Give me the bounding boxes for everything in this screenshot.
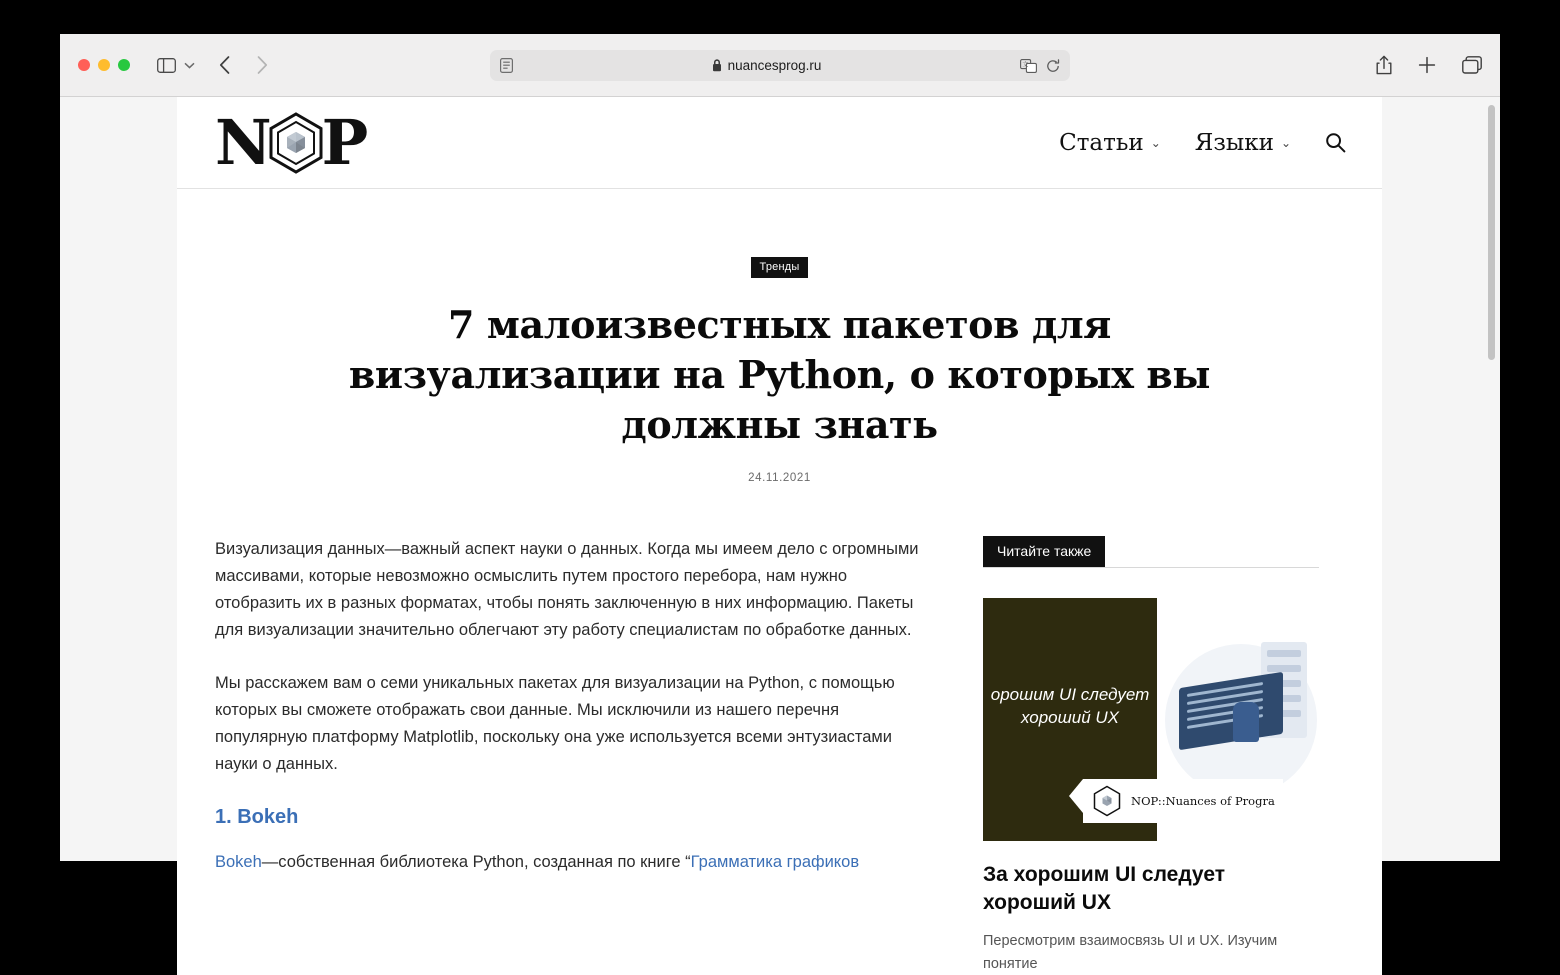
minimize-window-button[interactable]	[98, 59, 110, 71]
related-article-title[interactable]: За хорошим UI следует хороший UX	[983, 863, 1226, 914]
chevron-down-icon[interactable]	[181, 52, 197, 78]
category-badge-wrap	[215, 257, 1344, 278]
page-viewport	[60, 97, 1500, 972]
hexagon-logo-icon	[1091, 785, 1123, 817]
page-gutter-left	[60, 97, 177, 861]
thumbnail-text	[983, 684, 1157, 730]
site-logo[interactable]	[215, 105, 367, 179]
share-icon[interactable]	[1376, 55, 1392, 75]
illustration-person-icon	[1233, 702, 1259, 742]
reload-icon[interactable]	[1046, 59, 1060, 73]
article	[177, 257, 1382, 975]
content-columns	[215, 536, 1344, 975]
related-article-thumbnail[interactable]	[983, 598, 1319, 841]
close-window-button[interactable]	[78, 59, 90, 71]
site-header	[177, 97, 1382, 189]
forward-button[interactable]	[257, 56, 279, 74]
toolbar-right-actions	[1376, 55, 1482, 75]
article-paragraph-2: Мы расскажем вам о семи уникальных пакетах для визуализации на Python, с помощью которых вы сможете отображать свои данные. Мы исключили из нашего перечня популярную платформу Matplotlib, поскольку она уже используется всеми энтузиастами науки о данных.	[215, 674, 895, 773]
page-gutter-right	[1382, 97, 1500, 861]
related-article-excerpt: Пересмотрим взаимосвязь UI и UX. Изучим понятие	[983, 933, 1278, 972]
thumbnail-watermark	[1083, 779, 1283, 823]
reader-view-icon[interactable]	[500, 58, 513, 73]
tab-overview-icon[interactable]	[1462, 56, 1482, 74]
related-article-card[interactable]	[983, 598, 1319, 975]
logo-letter-left: N	[215, 105, 270, 179]
url-text: nuancesprog.ru	[727, 58, 822, 73]
thumbnail-text-line-2: хороший UX	[1020, 708, 1120, 728]
address-bar[interactable]	[490, 50, 1070, 81]
plus-icon[interactable]	[1418, 56, 1436, 74]
article-date: 24.11.2021	[748, 472, 811, 485]
sidebar-heading-wrap	[983, 536, 1319, 567]
search-icon[interactable]	[1325, 132, 1346, 153]
translate-icon[interactable]	[1020, 59, 1037, 73]
back-button[interactable]	[219, 56, 241, 74]
page-title: 7 малоизвестных пакетов для визуализации на Python, о которых вы должны знать	[348, 302, 1211, 448]
nav-item-articles-label: Статьи	[1059, 129, 1144, 156]
hexagon-logo-icon	[264, 111, 328, 175]
thumbnail-text-line-1: орошим UI следует	[990, 685, 1150, 705]
sidebar-read-also	[983, 536, 1319, 975]
window-controls	[78, 59, 130, 71]
browser-window	[60, 34, 1500, 972]
nav-item-languages[interactable]	[1195, 130, 1291, 156]
navigation-buttons	[219, 56, 279, 74]
link-grammar-of-graphics[interactable]: Грамматика графиков	[690, 852, 860, 871]
article-body	[215, 536, 931, 975]
sidebar-icon[interactable]	[152, 52, 180, 78]
article-paragraph-3-text: —собственная библиотека Python, созданная по книге “	[261, 852, 691, 871]
zoom-window-button[interactable]	[118, 59, 130, 71]
sidebar-heading: Читайте также	[983, 536, 1105, 567]
sidebar-divider	[983, 567, 1319, 568]
scrollbar-thumb[interactable]	[1488, 105, 1495, 360]
site-navigation	[1059, 130, 1346, 156]
browser-toolbar	[60, 34, 1500, 97]
url-display[interactable]	[513, 58, 1020, 73]
status-badge[interactable]: Тренды	[751, 257, 809, 278]
nav-item-articles[interactable]	[1059, 130, 1161, 156]
address-bar-actions	[1020, 59, 1060, 73]
watermark-text: NOP::Nuances of Progra	[1131, 794, 1275, 809]
logo-letter-right: P	[321, 105, 367, 179]
section-heading-bokeh: 1. Bokeh	[215, 805, 299, 828]
chevron-down-icon: ⌄	[1280, 135, 1291, 150]
page-scrollbar[interactable]	[1488, 105, 1495, 853]
chevron-down-icon: ⌄	[1150, 135, 1161, 150]
link-bokeh[interactable]: Bokeh	[215, 852, 262, 871]
svg-text:文: 文	[1022, 61, 1029, 68]
article-paragraph-1: Визуализация данных—важный аспект науки о данных. Когда мы имеем дело с огромными массивами, которые невозможно осмыслить путем простого перебора, нам нужно отобразить их в разных форматах, чтобы понять заключенную в них информацию. Пакеты для визуализации значительно облегчают эту работу специалистам по обработке данных.	[215, 540, 919, 640]
article-paragraph-3	[215, 849, 931, 876]
web-page	[177, 97, 1382, 975]
lock-icon	[712, 59, 722, 72]
nav-item-languages-label: Языки	[1194, 129, 1274, 156]
